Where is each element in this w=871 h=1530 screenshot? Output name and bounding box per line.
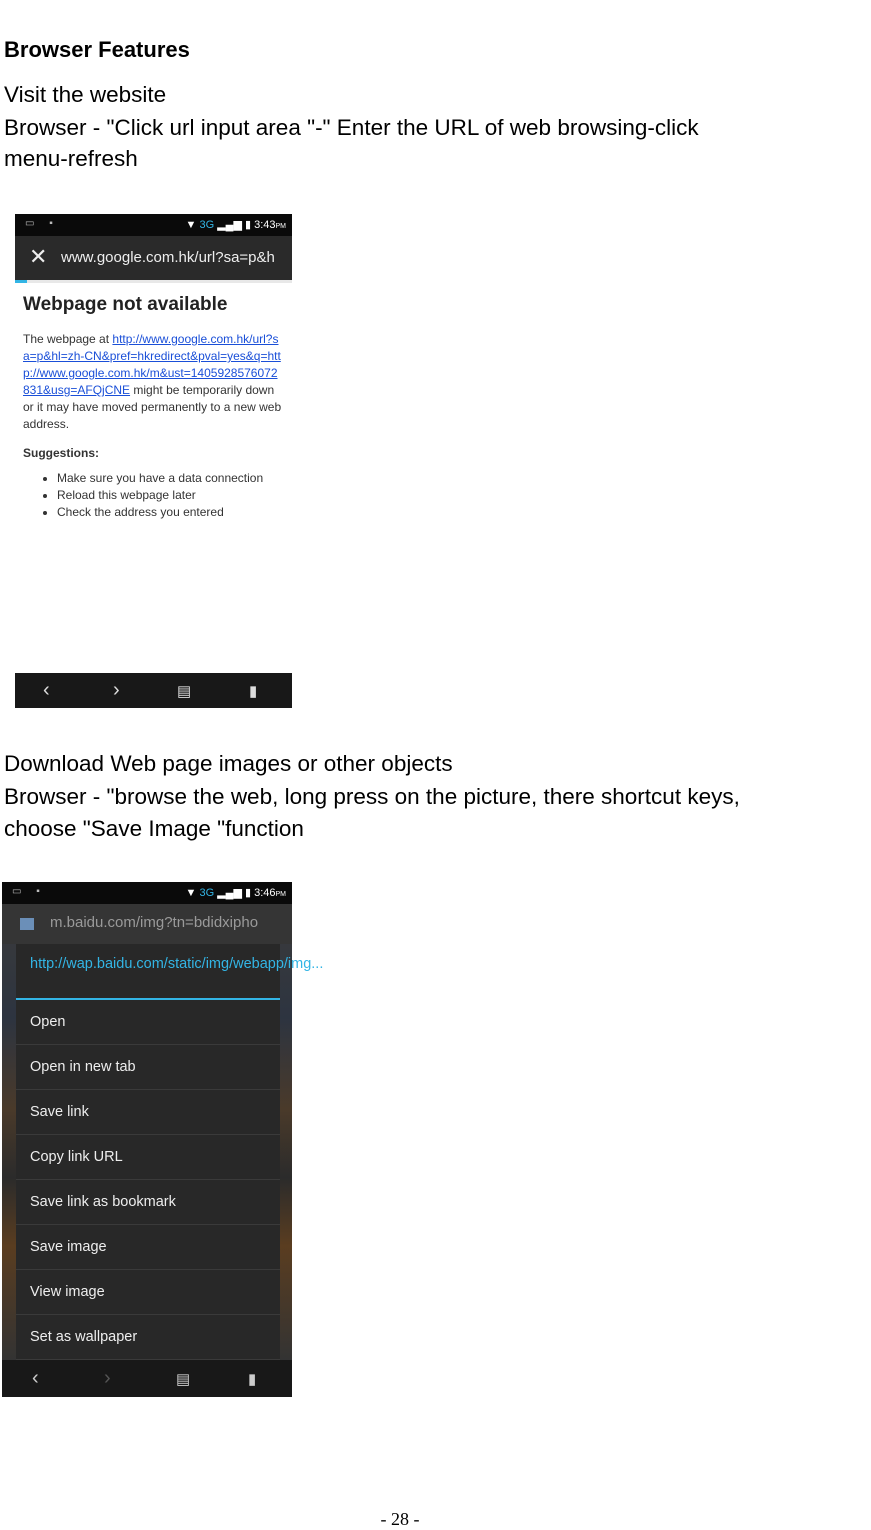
progress-bar [15,280,292,283]
tabs-icon[interactable]: ▤ [177,683,192,700]
section2-instruction-cont: choose "Save Image "function [4,816,304,841]
notification-icons: ▭ ▪ [25,218,59,229]
url-text[interactable]: www.google.com.hk/url?sa=p&h [61,249,275,266]
menu-item-open-new-tab[interactable]: Open in new tab [16,1045,280,1090]
bookmark-icon[interactable]: ▮ [249,683,258,700]
page-title: Webpage not available [23,294,228,315]
favicon-icon [20,918,34,930]
notification-icons: ▭ ▪ [12,886,46,897]
url-bar[interactable] [15,236,292,280]
status-info: ▼ 3G ▂▄▆ ▮ 3:43PM [185,219,286,231]
tabs-icon[interactable]: ▤ [176,1371,191,1388]
status-info: ▼ 3G ▂▄▆ ▮ 3:46PM [185,887,286,899]
status-bar [2,882,292,904]
section1-title: Visit the website [4,82,167,107]
menu-item-open[interactable]: Open [16,1000,280,1045]
list-item: • Reload this webpage later [57,487,284,504]
menu-item-save-bookmark[interactable]: Save link as bookmark [16,1180,280,1225]
browser-screenshot-error [15,214,292,708]
bookmark-icon[interactable]: ▮ [248,1371,257,1388]
error-message: The webpage at http://www.google.com.hk/url?sa=p&hl=zh-CN&pref=hkredirect&pval=yes&q=http://www.google.com.hk/m&ust=1405928576072831&usg=AFQjCNE might be temporarily down or it may have moved permanently to a new web address. [23,332,282,431]
menu-item-save-image[interactable]: Save image [16,1225,280,1270]
error-link[interactable]: http://www.google.com.hk/url?sa=p&hl=zh-CN&pref=hkredirect&pval=yes&q=http://www.google.com.hk/m&ust=1405928576072831&usg=AFQjCNE [23,332,281,397]
page-number: - 28 - [380,1509,420,1529]
menu-item-copy-link[interactable]: Copy link URL [16,1135,280,1180]
menu-item-set-wallpaper[interactable]: Set as wallpaper [16,1315,280,1360]
error-page [15,283,292,521]
suggestions-list [23,470,284,521]
section2-instruction: Browser - "browse the web, long press on the picture, there shortcut keys, [4,784,740,809]
back-icon[interactable]: ‹ [43,679,50,701]
section1-instruction: Browser - "Click url input area "-" Enter the URL of web browsing-click [4,115,699,140]
browser-nav-bar [2,1360,292,1397]
section1-instruction-cont: menu-refresh [4,146,138,171]
menu-item-view-image[interactable]: View image [16,1270,280,1315]
url-text[interactable]: m.baidu.com/img?tn=bdidxipho [50,914,259,931]
close-icon[interactable]: ✕ [29,244,48,269]
suggestions-label: Suggestions: [23,446,100,460]
section2-title: Download Web page images or other objects [4,751,453,776]
list-item: • Make sure you have a data connection [57,470,284,487]
context-menu [16,944,324,1360]
forward-icon[interactable]: › [113,679,120,701]
list-item: • Check the address you entered [57,504,284,521]
url-bar[interactable] [2,904,292,944]
menu-item-save-link[interactable]: Save link [16,1090,280,1135]
browser-nav-bar [15,673,292,708]
context-menu-header: http://wap.baidu.com/static/img/webapp/img... [16,944,280,1000]
forward-icon[interactable]: › [104,1367,111,1389]
status-bar [15,214,292,236]
page-heading: Browser Features [4,37,190,62]
browser-screenshot-context-menu [2,882,324,1397]
back-icon[interactable]: ‹ [32,1367,39,1389]
